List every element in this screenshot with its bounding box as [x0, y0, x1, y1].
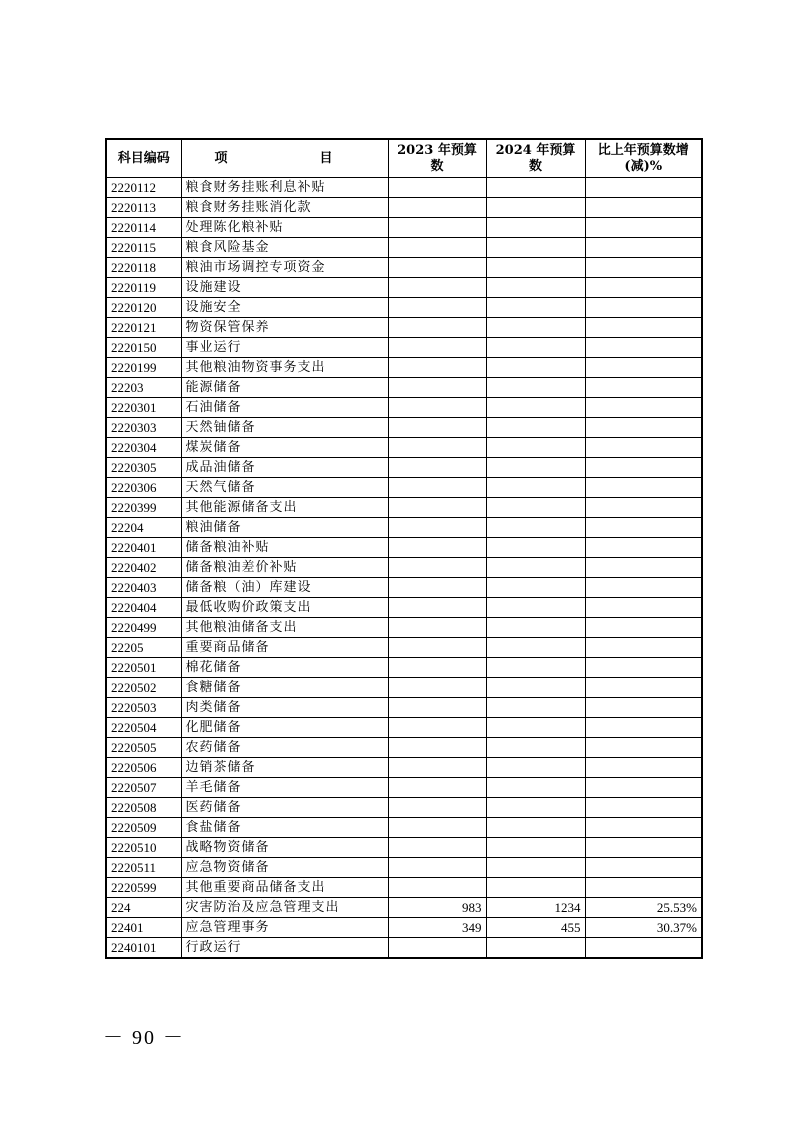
table-row	[106, 498, 702, 518]
table-row	[106, 318, 702, 338]
header-2024-budget: 2024 年预算数	[486, 139, 585, 178]
budget-2023-cell	[388, 758, 486, 778]
budget-2023-cell	[388, 198, 486, 218]
header-code: 科目编码	[106, 139, 181, 178]
item-name-cell: 其他粮油物资事务支出	[181, 358, 388, 378]
budget-2024-cell	[486, 878, 585, 898]
change-pct-cell	[585, 538, 702, 558]
table-row	[106, 258, 702, 278]
table-row	[106, 718, 702, 738]
item-name-cell: 粮食财务挂账利息补贴	[181, 178, 388, 198]
change-pct-cell	[585, 858, 702, 878]
item-name-cell: 肉类储备	[181, 698, 388, 718]
change-pct-cell	[585, 178, 702, 198]
code-cell: 2220505	[106, 738, 181, 758]
table-row	[106, 418, 702, 438]
item-name-cell: 其他重要商品储备支出	[181, 878, 388, 898]
table-row	[106, 798, 702, 818]
budget-2024-cell	[486, 778, 585, 798]
item-name-cell: 棉花储备	[181, 658, 388, 678]
item-name-cell: 能源储备	[181, 378, 388, 398]
budget-2024-cell	[486, 358, 585, 378]
code-cell: 22203	[106, 378, 181, 398]
code-cell: 2220121	[106, 318, 181, 338]
code-cell: 2220504	[106, 718, 181, 738]
code-cell: 2220510	[106, 838, 181, 858]
item-name-cell: 重要商品储备	[181, 638, 388, 658]
budget-2024-cell	[486, 338, 585, 358]
table-row	[106, 378, 702, 398]
item-name-cell: 处理陈化粮补贴	[181, 218, 388, 238]
item-name-cell: 石油储备	[181, 398, 388, 418]
budget-2023-cell	[388, 278, 486, 298]
table-row	[106, 298, 702, 318]
budget-2024-cell	[486, 858, 585, 878]
code-cell: 2220112	[106, 178, 181, 198]
code-cell: 2220501	[106, 658, 181, 678]
change-pct-cell	[585, 658, 702, 678]
budget-2024-cell	[486, 538, 585, 558]
code-cell: 22205	[106, 638, 181, 658]
code-cell: 22204	[106, 518, 181, 538]
budget-2024-cell	[486, 218, 585, 238]
table-row	[106, 698, 702, 718]
table-row	[106, 338, 702, 358]
budget-2023-cell	[388, 338, 486, 358]
change-pct-cell	[585, 218, 702, 238]
change-pct-cell	[585, 878, 702, 898]
table-row	[106, 518, 702, 538]
table-row	[106, 658, 702, 678]
budget-2024-cell	[486, 298, 585, 318]
budget-2024-cell	[486, 258, 585, 278]
table-row	[106, 758, 702, 778]
header-change-pct: 比上年预算数增(减)%	[585, 139, 702, 178]
budget-2024-cell	[486, 518, 585, 538]
table-row	[106, 858, 702, 878]
table-row	[106, 598, 702, 618]
item-name-cell: 物资保管保养	[181, 318, 388, 338]
table-row	[106, 778, 702, 798]
item-name-cell: 天然铀储备	[181, 418, 388, 438]
change-pct-cell	[585, 438, 702, 458]
item-name-cell: 储备粮油差价补贴	[181, 558, 388, 578]
budget-2023-cell	[388, 318, 486, 338]
change-pct-cell	[585, 358, 702, 378]
budget-2024-cell	[486, 498, 585, 518]
table-row	[106, 538, 702, 558]
change-pct-cell: 25.53%	[585, 898, 702, 918]
table-body	[106, 178, 702, 959]
budget-2023-cell	[388, 458, 486, 478]
header-2023-budget: 2023 年预算数	[388, 139, 486, 178]
code-cell: 2220306	[106, 478, 181, 498]
change-pct-cell	[585, 558, 702, 578]
budget-2024-cell	[486, 938, 585, 959]
header-item: 项 目	[181, 139, 388, 178]
budget-2023-cell	[388, 658, 486, 678]
budget-2023-cell	[388, 838, 486, 858]
table-row	[106, 638, 702, 658]
item-name-cell: 煤炭储备	[181, 438, 388, 458]
code-cell: 2220115	[106, 238, 181, 258]
item-name-cell: 事业运行	[181, 338, 388, 358]
budget-2023-cell	[388, 358, 486, 378]
change-pct-cell	[585, 418, 702, 438]
item-name-cell: 化肥储备	[181, 718, 388, 738]
code-cell: 2220119	[106, 278, 181, 298]
table-row	[106, 358, 702, 378]
table-row	[106, 938, 702, 959]
item-name-cell: 储备粮（油）库建设	[181, 578, 388, 598]
change-pct-cell	[585, 758, 702, 778]
item-name-cell: 储备粮油补贴	[181, 538, 388, 558]
table-row	[106, 898, 702, 918]
table-row	[106, 838, 702, 858]
change-pct-cell	[585, 698, 702, 718]
code-cell: 2220399	[106, 498, 181, 518]
table-row	[106, 198, 702, 218]
code-cell: 2220511	[106, 858, 181, 878]
change-pct-cell	[585, 318, 702, 338]
budget-2024-cell	[486, 558, 585, 578]
item-name-cell: 战略物资储备	[181, 838, 388, 858]
page-number: － 90 －	[103, 1027, 185, 1049]
budget-2023-cell	[388, 498, 486, 518]
budget-2023-cell	[388, 298, 486, 318]
budget-table	[105, 138, 703, 959]
budget-2023-cell	[388, 718, 486, 738]
change-pct-cell	[585, 278, 702, 298]
budget-2024-cell	[486, 318, 585, 338]
change-pct-cell	[585, 718, 702, 738]
code-cell: 2220305	[106, 458, 181, 478]
change-pct-cell	[585, 678, 702, 698]
budget-2024-cell	[486, 178, 585, 198]
item-name-cell: 食盐储备	[181, 818, 388, 838]
budget-2024-cell	[486, 198, 585, 218]
budget-2023-cell: 349	[388, 918, 486, 938]
budget-2024-cell	[486, 478, 585, 498]
budget-2024-cell	[486, 238, 585, 258]
budget-2023-cell	[388, 218, 486, 238]
budget-2023-cell	[388, 818, 486, 838]
table-header-row	[106, 139, 702, 178]
item-name-cell: 天然气储备	[181, 478, 388, 498]
budget-2024-cell	[486, 838, 585, 858]
budget-2024-cell	[486, 578, 585, 598]
code-cell: 224	[106, 898, 181, 918]
table-row	[106, 478, 702, 498]
code-cell: 2220199	[106, 358, 181, 378]
code-cell: 2220403	[106, 578, 181, 598]
item-name-cell: 农药储备	[181, 738, 388, 758]
budget-2023-cell	[388, 438, 486, 458]
code-cell: 2220404	[106, 598, 181, 618]
code-cell: 2220114	[106, 218, 181, 238]
code-cell: 2240101	[106, 938, 181, 959]
change-pct-cell	[585, 258, 702, 278]
change-pct-cell	[585, 798, 702, 818]
code-cell: 2220113	[106, 198, 181, 218]
budget-2024-cell	[486, 698, 585, 718]
code-cell: 2220502	[106, 678, 181, 698]
code-cell: 2220499	[106, 618, 181, 638]
change-pct-cell	[585, 238, 702, 258]
item-name-cell: 应急管理事务	[181, 918, 388, 938]
budget-2023-cell	[388, 238, 486, 258]
budget-2023-cell	[388, 598, 486, 618]
budget-2023-cell	[388, 798, 486, 818]
budget-2023-cell	[388, 618, 486, 638]
budget-2024-cell	[486, 798, 585, 818]
budget-2023-cell	[388, 398, 486, 418]
budget-2024-cell	[486, 378, 585, 398]
budget-2024-cell	[486, 438, 585, 458]
budget-2023-cell	[388, 778, 486, 798]
budget-2023-cell	[388, 678, 486, 698]
code-cell: 2220304	[106, 438, 181, 458]
budget-2024-cell	[486, 598, 585, 618]
change-pct-cell	[585, 478, 702, 498]
budget-2024-cell	[486, 658, 585, 678]
budget-2023-cell	[388, 418, 486, 438]
change-pct-cell	[585, 578, 702, 598]
budget-2023-cell	[388, 578, 486, 598]
budget-2024-cell	[486, 758, 585, 778]
item-name-cell: 其他能源储备支出	[181, 498, 388, 518]
item-name-cell: 羊毛储备	[181, 778, 388, 798]
code-cell: 2220507	[106, 778, 181, 798]
budget-2024-cell: 1234	[486, 898, 585, 918]
budget-2024-cell	[486, 718, 585, 738]
item-name-cell: 粮油储备	[181, 518, 388, 538]
budget-2023-cell	[388, 698, 486, 718]
table-row	[106, 618, 702, 638]
item-name-cell: 成品油储备	[181, 458, 388, 478]
change-pct-cell	[585, 378, 702, 398]
table-row	[106, 738, 702, 758]
item-name-cell: 设施安全	[181, 298, 388, 318]
budget-2024-cell: 455	[486, 918, 585, 938]
code-cell: 2220402	[106, 558, 181, 578]
table-row	[106, 178, 702, 198]
item-name-cell: 粮食风险基金	[181, 238, 388, 258]
change-pct-cell	[585, 618, 702, 638]
budget-2023-cell	[388, 878, 486, 898]
table-row	[106, 678, 702, 698]
budget-2024-cell	[486, 738, 585, 758]
code-cell: 2220599	[106, 878, 181, 898]
budget-2023-cell	[388, 258, 486, 278]
budget-2023-cell	[388, 938, 486, 959]
budget-2023-cell	[388, 518, 486, 538]
budget-2024-cell	[486, 818, 585, 838]
budget-2024-cell	[486, 418, 585, 438]
budget-2023-cell	[388, 738, 486, 758]
item-name-cell: 其他粮油储备支出	[181, 618, 388, 638]
budget-2024-cell	[486, 398, 585, 418]
budget-2023-cell	[388, 178, 486, 198]
code-cell: 2220303	[106, 418, 181, 438]
budget-2023-cell	[388, 478, 486, 498]
table-row	[106, 278, 702, 298]
change-pct-cell	[585, 938, 702, 959]
item-name-cell: 应急物资储备	[181, 858, 388, 878]
change-pct-cell	[585, 198, 702, 218]
budget-2024-cell	[486, 678, 585, 698]
code-cell: 2220301	[106, 398, 181, 418]
budget-2024-cell	[486, 638, 585, 658]
code-cell: 2220508	[106, 798, 181, 818]
budget-2023-cell	[388, 558, 486, 578]
budget-2024-cell	[486, 618, 585, 638]
item-name-cell: 边销茶储备	[181, 758, 388, 778]
item-name-cell: 粮油市场调控专项资金	[181, 258, 388, 278]
change-pct-cell: 30.37%	[585, 918, 702, 938]
table-row	[106, 918, 702, 938]
code-cell: 2220509	[106, 818, 181, 838]
item-name-cell: 粮食财务挂账消化款	[181, 198, 388, 218]
budget-2024-cell	[486, 278, 585, 298]
budget-2023-cell	[388, 378, 486, 398]
change-pct-cell	[585, 338, 702, 358]
table-row	[106, 558, 702, 578]
change-pct-cell	[585, 458, 702, 478]
budget-2023-cell	[388, 638, 486, 658]
table-row	[106, 578, 702, 598]
change-pct-cell	[585, 398, 702, 418]
budget-2023-cell: 983	[388, 898, 486, 918]
change-pct-cell	[585, 818, 702, 838]
change-pct-cell	[585, 638, 702, 658]
change-pct-cell	[585, 518, 702, 538]
table-row	[106, 438, 702, 458]
item-name-cell: 灾害防治及应急管理支出	[181, 898, 388, 918]
change-pct-cell	[585, 498, 702, 518]
change-pct-cell	[585, 778, 702, 798]
code-cell: 2220120	[106, 298, 181, 318]
budget-2024-cell	[486, 458, 585, 478]
change-pct-cell	[585, 838, 702, 858]
table-row	[106, 218, 702, 238]
code-cell: 2220503	[106, 698, 181, 718]
table-row	[106, 458, 702, 478]
table-row	[106, 818, 702, 838]
table-row	[106, 398, 702, 418]
code-cell: 2220506	[106, 758, 181, 778]
budget-2023-cell	[388, 858, 486, 878]
table-row	[106, 238, 702, 258]
code-cell: 22401	[106, 918, 181, 938]
item-name-cell: 医药储备	[181, 798, 388, 818]
item-name-cell: 最低收购价政策支出	[181, 598, 388, 618]
change-pct-cell	[585, 598, 702, 618]
budget-2023-cell	[388, 538, 486, 558]
code-cell: 2220401	[106, 538, 181, 558]
item-name-cell: 行政运行	[181, 938, 388, 959]
table-row	[106, 878, 702, 898]
change-pct-cell	[585, 298, 702, 318]
item-name-cell: 设施建设	[181, 278, 388, 298]
change-pct-cell	[585, 738, 702, 758]
code-cell: 2220118	[106, 258, 181, 278]
code-cell: 2220150	[106, 338, 181, 358]
item-name-cell: 食糖储备	[181, 678, 388, 698]
